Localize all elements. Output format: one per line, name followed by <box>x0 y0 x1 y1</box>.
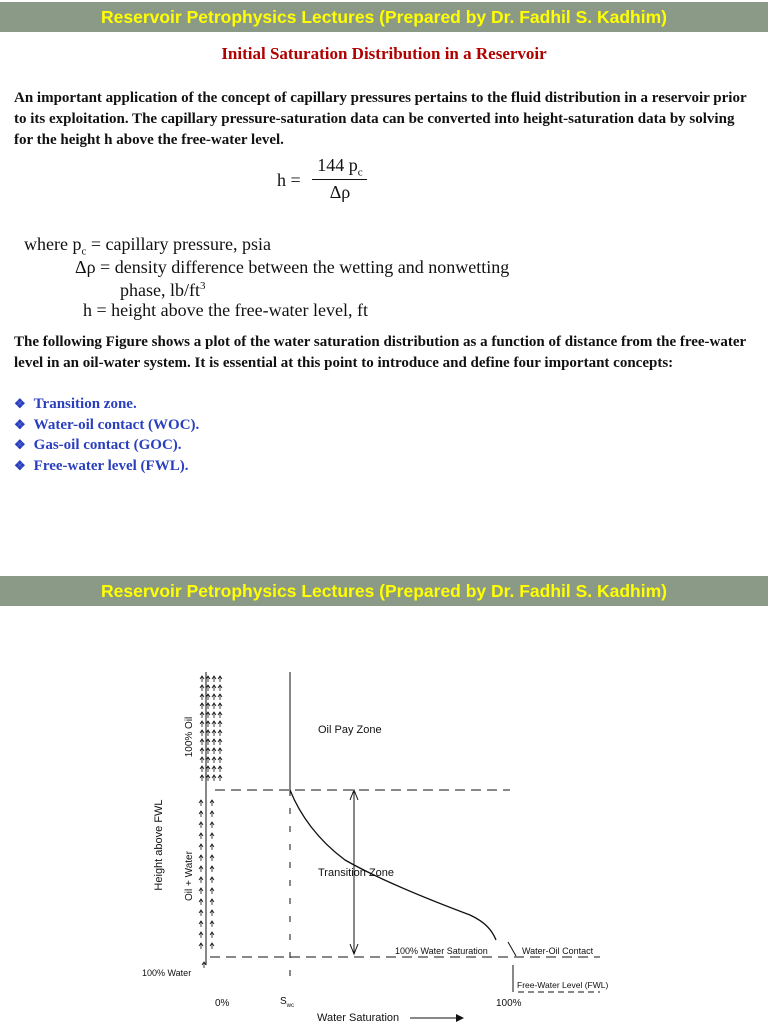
saturation-curve <box>290 790 496 940</box>
tick-arrow-icon <box>218 712 222 718</box>
tick-arrow-icon <box>212 739 216 745</box>
tick-arrow-icon <box>206 694 210 700</box>
tick-arrow-icon <box>218 775 222 781</box>
tick-arrow-icon <box>218 739 222 745</box>
label-100-oil: 100% Oil <box>184 716 195 758</box>
tick-arrow-icon <box>206 775 210 781</box>
tick-arrow-icon <box>218 730 222 736</box>
x-tick-100: 100% <box>496 998 522 1009</box>
tick-arrow-icon <box>210 921 214 927</box>
tick-arrow-icon <box>200 703 204 709</box>
diamond-bullet-icon: ❖ <box>14 437 26 452</box>
y-axis-label: Height above FWL <box>153 799 165 891</box>
tick-arrow-icon <box>200 694 204 700</box>
slide-title: Initial Saturation Distribution in a Reservoir <box>221 44 547 63</box>
tick-arrow-icon <box>218 703 222 709</box>
tick-arrow-icon <box>210 866 214 872</box>
tick-arrow-icon <box>206 703 210 709</box>
tick-arrow-icon <box>206 730 210 736</box>
tick-arrow-icon <box>200 748 204 754</box>
woc-label: Water-Oil Contact <box>522 946 594 956</box>
tick-arrow-icon <box>199 844 203 850</box>
tick-arrow-icon <box>218 757 222 763</box>
tick-arrow-icon <box>210 844 214 850</box>
tick-arrow-icon <box>212 748 216 754</box>
tick-arrow-icon <box>212 757 216 763</box>
list-item: ❖ Transition zone. <box>14 394 199 415</box>
tick-arrow-icon <box>212 703 216 709</box>
equation-denominator: Δρ <box>329 182 351 202</box>
tick-arrow-icon <box>199 811 203 817</box>
tick-arrow-icon <box>200 730 204 736</box>
tick-arrow-icon <box>200 775 204 781</box>
tick-arrow-icon <box>218 685 222 691</box>
tick-arrow-icon <box>212 712 216 718</box>
followup-paragraph: The following Figure shows a plot of the water saturation distribution as a function of distance from the free-water level in an oil-water system. It is essential at this point to introduce and define four important concepts: <box>14 334 746 371</box>
tick-arrow-icon <box>212 766 216 772</box>
x-tick-0: 0% <box>215 998 230 1009</box>
tick-arrow-icon <box>199 877 203 883</box>
tick-arrow-icon <box>212 694 216 700</box>
tick-arrow-icon <box>210 888 214 894</box>
tick-arrow-icon <box>199 899 203 905</box>
tick-arrow-icon <box>200 676 204 682</box>
list-item: ❖ Water-oil contact (WOC). <box>14 415 199 436</box>
header-banner-slide2: Reservoir Petrophysics Lectures (Prepared by Dr. Fadhil S. Kadhim) <box>0 576 768 606</box>
diamond-bullet-icon: ❖ <box>14 457 26 473</box>
label-100-water: 100% Water <box>142 968 192 978</box>
tick-arrow-icon <box>206 721 210 727</box>
diamond-bullet-icon: ❖ <box>14 396 26 411</box>
fwl-label: Free-Water Level (FWL) <box>517 980 609 990</box>
x-axis-label: Water Saturation <box>317 1012 400 1024</box>
list-item: ❖ Gas-oil contact (GOC). <box>14 435 199 456</box>
diamond-bullet-icon: ❖ <box>14 416 26 432</box>
tick-arrow-icon <box>212 685 216 691</box>
definition-h: h = height above the free-water level, ft <box>83 300 369 320</box>
tick-arrow-icon <box>218 676 222 682</box>
tick-arrow-icon <box>210 910 214 916</box>
tick-arrow-icon <box>200 685 204 691</box>
oil-pay-zone-label: Oil Pay Zone <box>318 724 382 736</box>
tick-arrow-icon <box>218 721 222 727</box>
tick-arrow-icon <box>210 899 214 905</box>
concept-list <box>14 394 199 476</box>
tick-arrow-icon <box>210 877 214 883</box>
tick-arrow-icon <box>202 962 206 968</box>
tick-arrow-icon <box>200 739 204 745</box>
tick-arrow-icon <box>199 822 203 828</box>
tick-arrow-icon <box>210 833 214 839</box>
tick-arrow-icon <box>212 775 216 781</box>
tick-arrow-icon <box>206 712 210 718</box>
tick-arrow-icon <box>200 766 204 772</box>
x-tick-swc: $S_{wc}$ <box>280 996 295 1009</box>
saturation-figure <box>0 610 768 1024</box>
equation-numerator: 144 $p_c$ <box>317 155 363 179</box>
definition-delta-rho: Δρ = density difference between the wetting and nonwetting <box>75 257 510 277</box>
tick-arrow-icon <box>218 748 222 754</box>
fraction-bar <box>312 179 367 180</box>
intro-paragraph: An important application of the concept of capillary pressures pertains to the fluid distribution in a reservoir prior to its exploitation. The capillary pressure-saturation data can be converted into height-saturation data by solving for the height h above the free-water level. <box>14 90 747 148</box>
tick-arrow-icon <box>200 757 204 763</box>
tick-arrow-icon <box>210 855 214 861</box>
tick-arrow-icon <box>218 694 222 700</box>
tick-arrow-icon <box>199 800 203 806</box>
header-banner: Reservoir Petrophysics Lectures (Prepared by Dr. Fadhil S. Kadhim) <box>0 2 768 32</box>
tick-arrow-icon <box>206 685 210 691</box>
tick-arrow-icon <box>210 811 214 817</box>
transition-zone-label: Transition Zone <box>318 867 395 879</box>
tick-arrow-icon <box>210 943 214 949</box>
tick-arrow-icon <box>199 866 203 872</box>
tick-arrow-icon <box>206 748 210 754</box>
tick-arrow-icon <box>206 739 210 745</box>
tick-arrow-icon <box>200 712 204 718</box>
tick-arrow-icon <box>212 730 216 736</box>
water-saturation-100-label: 100% Water Saturation <box>395 946 488 956</box>
height-axis-ticks <box>199 676 222 968</box>
tick-arrow-icon <box>206 757 210 763</box>
tick-arrow-icon <box>206 676 210 682</box>
tick-arrow-icon <box>210 932 214 938</box>
tick-arrow-icon <box>199 910 203 916</box>
woc-pointer <box>508 942 516 956</box>
tick-arrow-icon <box>199 855 203 861</box>
tick-arrow-icon <box>210 822 214 828</box>
tick-arrow-icon <box>200 721 204 727</box>
tick-arrow-icon <box>218 766 222 772</box>
tick-arrow-icon <box>210 800 214 806</box>
tick-arrow-icon <box>199 833 203 839</box>
tick-arrow-icon <box>199 888 203 894</box>
tick-arrow-icon <box>212 721 216 727</box>
tick-arrow-icon <box>199 943 203 949</box>
label-oil-water: Oil + Water <box>184 851 195 901</box>
tick-arrow-icon <box>206 766 210 772</box>
equation-lhs: h = <box>277 170 301 190</box>
tick-arrow-icon <box>199 932 203 938</box>
tick-arrow-icon <box>212 676 216 682</box>
definition-phase: phase, $lb/ft^3$ <box>120 280 206 300</box>
definition-pc: where $p_c$ = capillary pressure, psia <box>24 234 271 258</box>
tick-arrow-icon <box>199 921 203 927</box>
list-item: ❖ Free-water level (FWL). <box>14 456 199 477</box>
